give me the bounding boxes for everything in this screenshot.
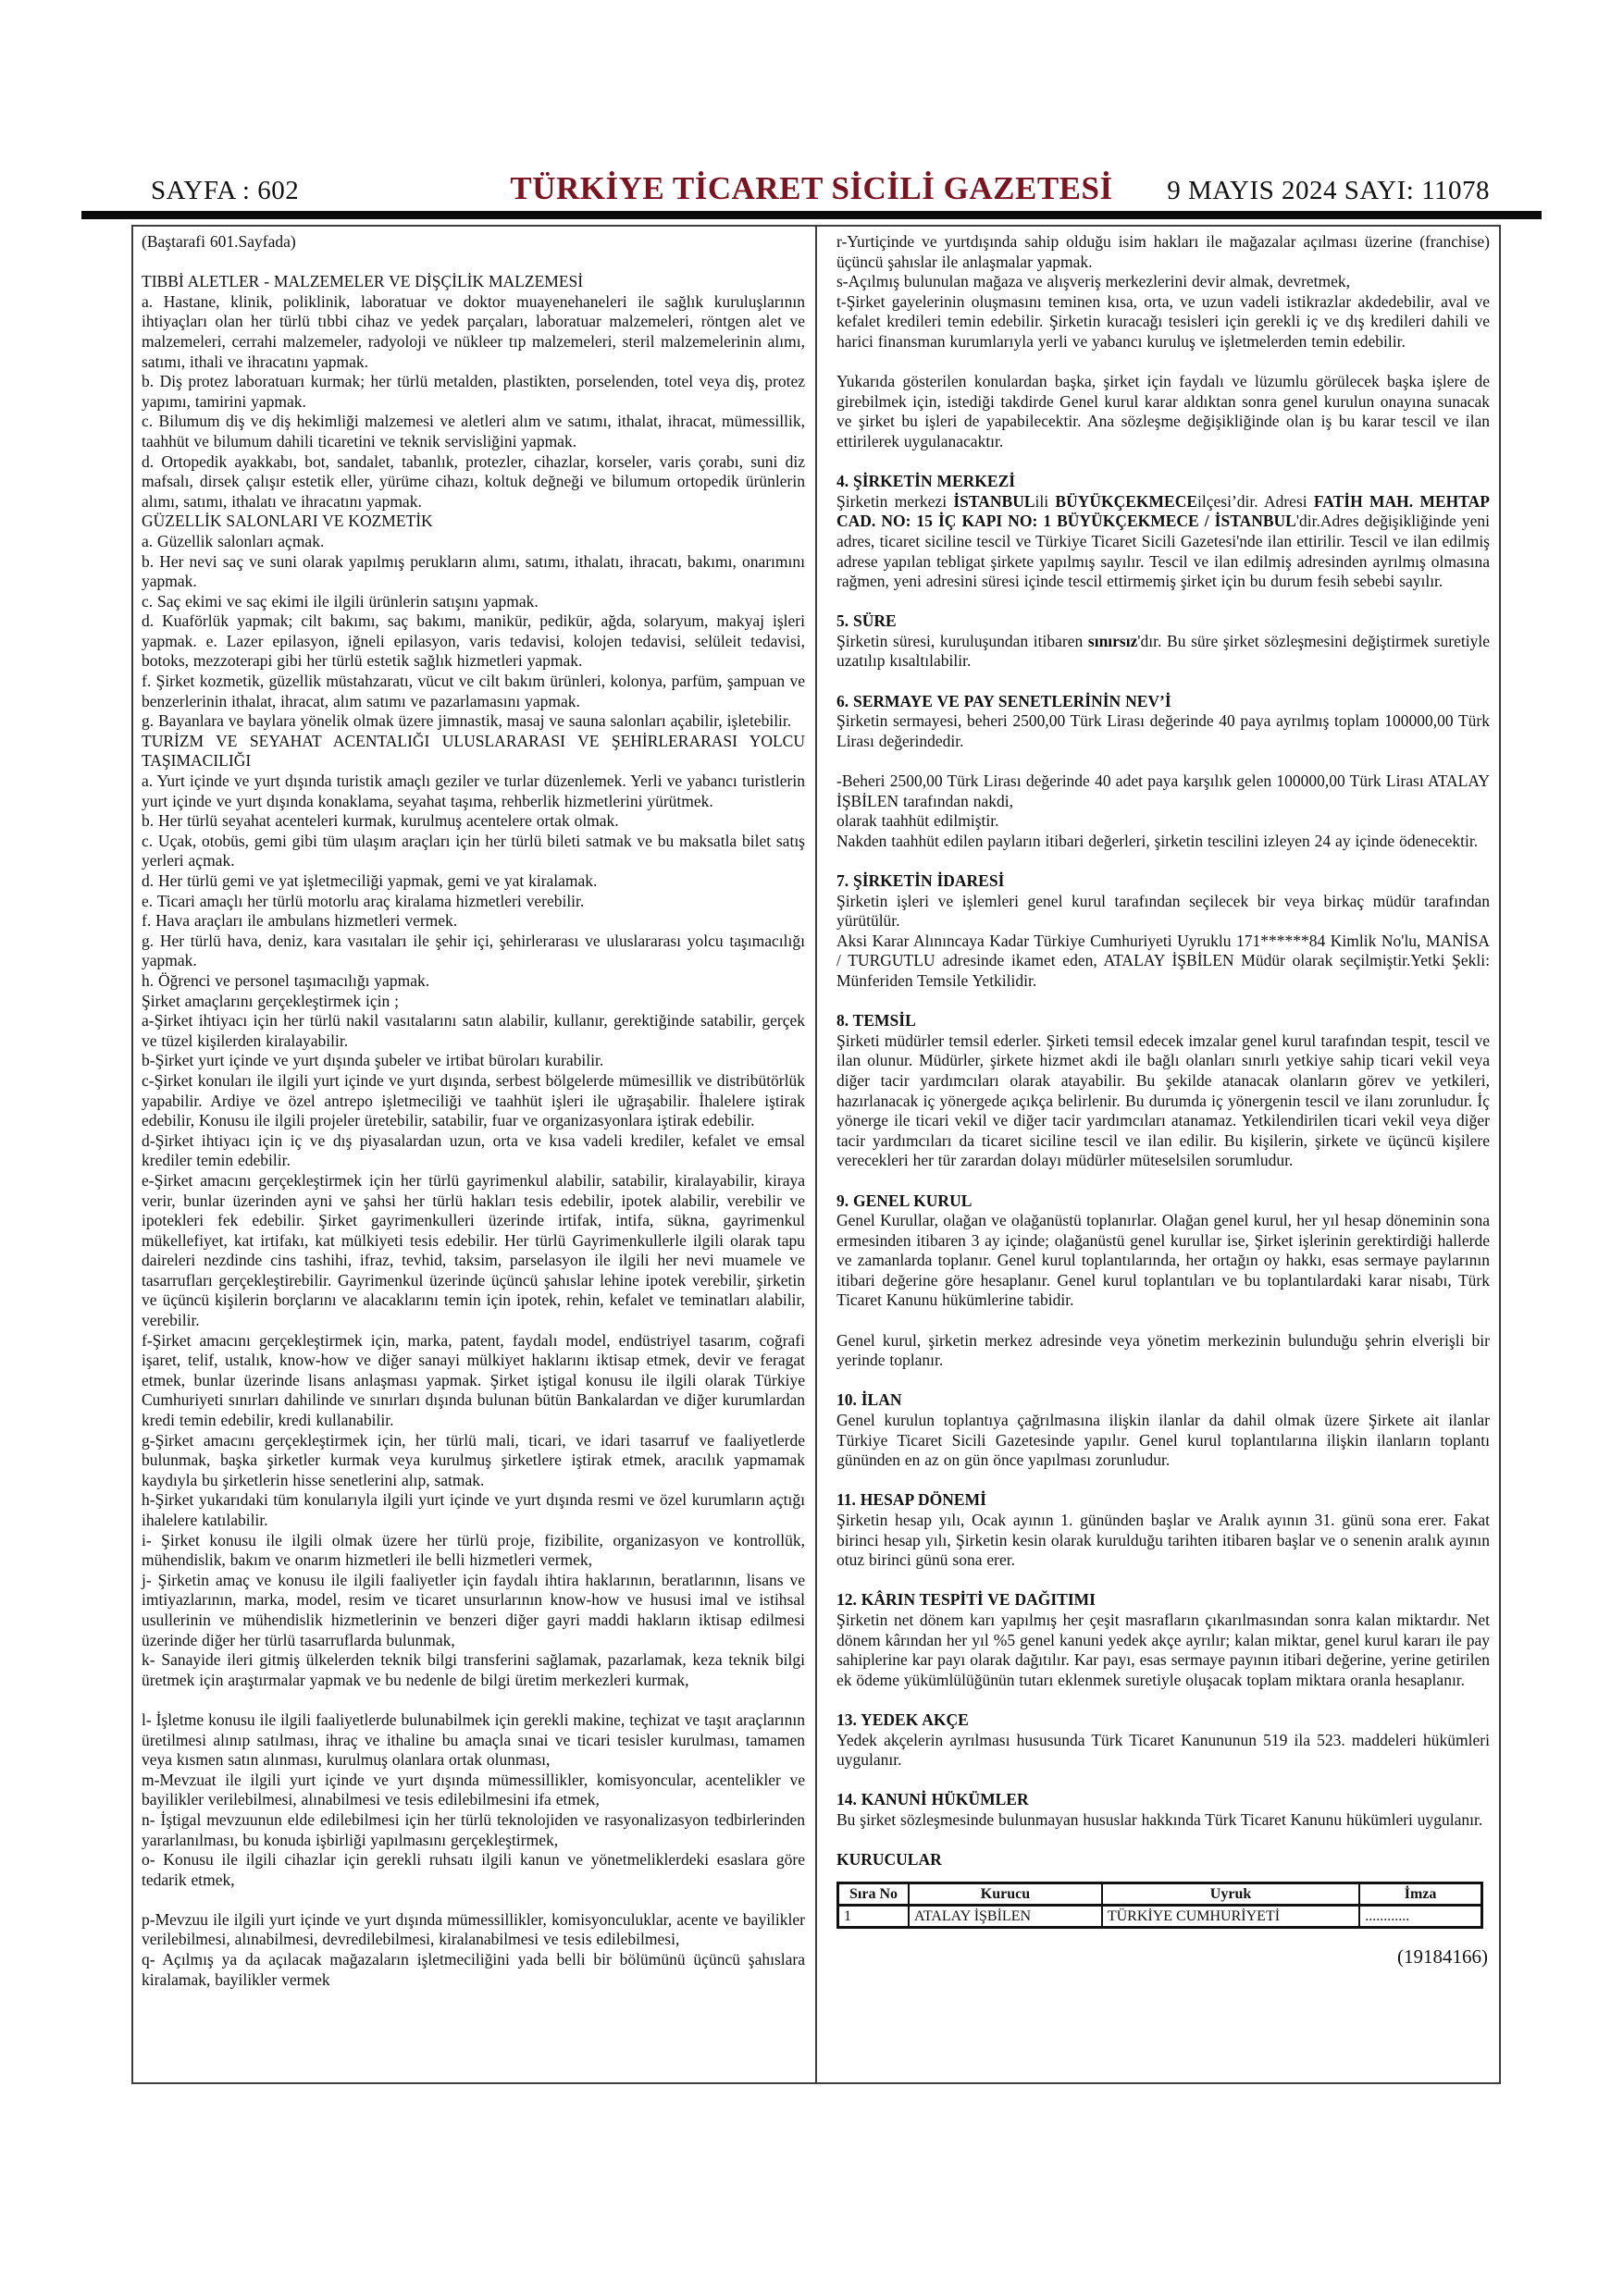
line-gap — [142, 1690, 805, 1710]
line-gap — [836, 452, 1490, 473]
paragraph: m-Mevzuat ile ilgili yurt içinde ve yurt dışında mümessillikler, komisyoncular, acentelikler ve bayilikler verilebilmesi, alınabilmesi ve tesis edilebilmesini ifa etmek, — [142, 1770, 805, 1809]
section-heading: 7. ŞİRKETİN İDARESİ — [836, 871, 1005, 890]
section-heading: 8. TEMSİL — [836, 1011, 916, 1031]
paragraph: j- Şirketin amaç ve konusu ile ilgili faaliyetler için faydalı ihtira haklarının, beratlarının, lisans ve imtiyazlarının, marka, model, resim ve ticaret unsurlarının know-how ve hususi imal ve istihsal usullerinin ve mühendislik hizmetlerinin ve benzeri diğer gayri maddi hakların iktisap edilmesi üzerinde diğer her türlü tasarruflarda bulunmak, — [142, 1570, 805, 1649]
paragraph: TURİZM VE SEYAHAT ACENTALIĞI ULUSLARARASI VE ŞEHİRLERARASI YOLCU TAŞIMACILIĞI — [142, 731, 805, 771]
paragraph: g. Bayanlara ve baylara yönelik olmak üzere jimnastik, masaj ve sauna salonları açabilir, işletebilir. — [142, 711, 792, 731]
paragraph: b. Her türlü seyahat acenteleri kurmak, kurulmuş acentelere ortak olmak. — [142, 811, 619, 831]
paragraph: c. Saç ekimi ve saç ekimi ile ilgili ürünlerin satışını yapmak. — [142, 591, 539, 611]
paragraph: TIBBİ ALETLER - MALZEMELER VE DİŞÇİLİK MALZEMESİ — [142, 272, 584, 291]
paragraph: e-Şirket amacını gerçekleştirmek için her türlü gayrimenkul alabilir, satabilir, kiralayabilir, kiraya verir, bunlar üzerinden ayni ve şahsi her türlü hakları tesis edebilir, ipotek alabilir, verebilir ve ipotekleri fek edebilir. Şirket gayrimenkulleri üzerinde irtifak, intifa, sükna, gayrimenkul mükellefiyet, kat irtifakı, kat mülkiyeti tesis edebilir. Her türlü Gayrimenkullerle ilgili olarak tapu daireleri nezdinde cins tashihi, ifraz, tevhid, taksim, parselasyon ile ilgili her nevi muamele ve tasarrufları gerçekleştirebilir. Gayrimenkul üzerinde üçüncü şahıslar lehine ipotek verebilir, şirketin ve üçüncü kişilerin borçlarını ve alacaklarını temin için ipotek, rehin, kefalet ve teminatları alabilir, verebilir. — [142, 1170, 805, 1330]
paragraph: d. Kuaförlük yapmak; cilt bakımı, saç bakımı, manikür, pedikür, ağda, solaryum, makyaj işleri yapmak. e. Lazer epilasyon, iğneli epilasyon, varis tedavisi, kolojen tedavisi, selüleit tedavisi, botoks, mezzoterapi gibi her türlü estetik sağlık hizmetleri yapmak. — [142, 611, 805, 671]
paragraph: Şirketin net dönem karı yapılmış her çeşit masrafların çıkarılmasından sonra kalan miktardır. Net dönem kârından her yıl %5 genel kanuni yedek akçe ayrılır; kalan miktar, genel kurul kararı ile pay sahiplerine kar payı olarak dağıtılır. Kar payı, esas sermaye payının itibari değerine, yerine getirilen ek ödeme yükümlülüğünün tutarı eklenmek suretiyle oluşacak toplam miktara oranla hesaplanır. — [836, 1610, 1490, 1689]
paragraph: f. Hava araçları ile ambulans hizmetleri vermek. — [142, 911, 458, 931]
paragraph: b-Şirket yurt içinde ve yurt dışında şubeler ve irtibat büroları kurabilir. — [142, 1051, 604, 1070]
table-header-cell: İmza — [1359, 1882, 1481, 1905]
line-gap — [836, 592, 1490, 612]
paragraph: Genel kurul, şirketin merkez adresinde veya yönetim merkezinin bulunduğu şehrin elverişli bir yerinde toplanır. — [836, 1330, 1490, 1370]
table-cell: ............ — [1359, 1905, 1481, 1927]
page-number-label: SAYFA : 602 — [151, 176, 300, 205]
paragraph: e. Ticari amaçlı her türlü motorlu araç kiralama hizmetleri verebilir. — [142, 891, 585, 910]
paragraph: Şirketin hesap yılı, Ocak ayının 1. gününden başlar ve Aralık ayının 31. günü sona erer. Fakat birinci hesap yılı, Şirketin kesin olarak kurulduğu tarihten itibaren başlar ve o senenin aralık ayının otuz birinci günü sona erer. — [836, 1511, 1490, 1570]
section-heading: 10. İLAN — [836, 1390, 902, 1410]
paragraph: d. Her türlü gemi ve yat işletmeciliği yapmak, gemi ve yat kiralamak. — [142, 871, 598, 890]
line-gap — [836, 1371, 1490, 1391]
line-gap — [836, 992, 1490, 1012]
section-heading: 14. KANUNİ HÜKÜMLER — [836, 1790, 1029, 1809]
line-gap — [836, 1690, 1490, 1710]
line-gap — [142, 1890, 805, 1910]
section-heading: 11. HESAP DÖNEMİ — [836, 1490, 986, 1510]
paragraph: Şirket amaçlarını gerçekleştirmek için ; — [142, 991, 400, 1010]
paragraph: Şirketin merkezi İSTANBULili BÜYÜKÇEKMECEilçesi’dir. Adresi FATİH MAH. MEHTAP CAD. NO: 15 İÇ KAPI NO: 1 BÜYÜKÇEKMECE / İSTANBUL'dir.Adres değişikliğinde yeni adres, ticaret siciline tescil ve Türkiye Ticaret Sicili Gazetesi'nde ilan ettirilir. Tescil ve ilan edilmiş adrese yapılan tebligat şirkete yapılmış sayılır. Tescil ve ilan edilmiş adresinden ayrılmış olmasına rağmen, yeni adresini süresi içinde tescil ettirmemiş şirket için bu durum fesih sebebi sayılır. — [836, 491, 1490, 591]
paragraph: h-Şirket yukarıdaki tüm konularıyla ilgili yurt içinde ve yurt dışında resmi ve özel kurumların açtığı ihalelere katılabilir. — [142, 1490, 805, 1529]
paragraph: (Baştarafi 601.Sayfada) — [142, 232, 296, 251]
section-heading: 12. KÂRIN TESPİTİ VE DAĞITIMI — [836, 1590, 1096, 1610]
line-gap — [836, 1771, 1490, 1791]
paragraph: a. Hastane, klinik, poliklinik, laboratuar ve doktor muayenehaneleri ile sağlık kuruluşlarının ihtiyaçları olan her türlü tıbbi cihaz ve yedek parçaları, laboratuar malzemeleri, röntgen alet ve malzemeleri, cerrahi malzemeler, radyoloji ve nükleer tıp malzemeleri, steril malzemelerinin alımı, satımı, ithali ve ihracatını yapmak. — [142, 291, 805, 371]
paragraph: s-Açılmış bulunulan mağaza ve alışveriş merkezlerini devir almak, devretmek, — [836, 272, 1351, 291]
founders-table-header — [838, 1882, 1482, 1905]
paragraph: l- İşletme konusu ile ilgili faaliyetlerde bulunabilmek için gerekli makine, teçhizat ve taşıt araçlarının üretilmesi alınıp satılması, ihraç ve ithaline bu amaçla sınai ve ticari tesisler kurulması, tamamen veya kısmen satın alınması, kurulmuş olanlara ortak olunması, — [142, 1710, 805, 1770]
table-header-cell: Sıra No — [838, 1882, 910, 1905]
masthead-title: TÜRKİYE TİCARET SİCİLİ GAZETESİ — [510, 170, 1113, 206]
paragraph: g. Her türlü hava, deniz, kara vasıtaları ile şehir içi, şehirlerarası ve uluslararası yolcu taşımacılığı yapmak. — [142, 931, 805, 970]
paragraph: Şirketin süresi, kuruluşundan itibaren sınırsız'dır. Bu süre şirket sözleşmesini değiştirmek suretiyle uzatılıp kısaltılabilir. — [836, 631, 1490, 671]
right-column — [817, 227, 1499, 2082]
line-gap — [836, 352, 1490, 373]
line-gap — [836, 1831, 1490, 1851]
paragraph: Şirketin sermayesi, beheri 2500,00 Türk Lirası değerinde 40 paya ayrılmış toplam 100000,00 Türk Lirası değerindedir. — [836, 711, 1490, 750]
paragraph: d-Şirket ihtiyacı için iç ve dış piyasalardan uzun, orta ve kısa vadeli krediler, kefalet ve emsal krediler temin edebilir. — [142, 1130, 805, 1170]
paragraph: q- Açılmış ya da açılacak mağazaların işletmeciliğini yada belli bir bölümünü üçüncü şahıslara kiralamak, bayilikler vermek — [142, 1950, 805, 1989]
paragraph: Genel Kurullar, olağan ve olağanüstü toplanırlar. Olağan genel kurul, her yıl hesap döneminin sona ermesinden itibaren 3 ay içinde; olağanüstü genel kurullar ise, Şirket işlerinin gerektirdiği hallerde ve zamanlarda toplanır. Genel kurul toplantılarında, her ortağın oy hakkı, esas sermaye paylarının itibari değerine göre hesaplanır. Genel kurul toplantıları ve bu toplantılardaki karar nisabı, Türk Ticaret Kanunu hükümlerine tabidir. — [836, 1211, 1490, 1310]
paragraph: f-Şirket amacını gerçekleştirmek için, marka, patent, faydalı model, endüstriyel tasarım, coğrafi işaret, telif, ustalık, know-how ve diğer sanayi mülkiyet haklarını iktisap etmek, devir ve feragat etmek, bunlar üzerinde lisans anlaşması yapmak. Şirket iştigal konusu ile ilgili olarak Türkiye Cumhuriyeti sınırları dahilinde ve sınırları dışında bulunan bütün Bankalardan ve diğer kurumlardan kredi temin edebilir, kredi kullanabilir. — [142, 1330, 805, 1430]
paragraph: Yedek akçelerin ayrılması hususunda Türk Ticaret Kanununun 519 ila 523. maddeleri hükümleri uygulanır. — [836, 1730, 1490, 1770]
paragraph: i- Şirket konusu ile ilgili olmak üzere her türlü proje, fizibilite, organizasyon ve kontrollük, mühendislik, bakım ve onarım hizmetleri ile belli hizmetleri vermek, — [142, 1530, 805, 1570]
issue-date-label: 9 MAYIS 2024 SAYI: 11078 — [1167, 176, 1490, 205]
section-heading: 6. SERMAYE VE PAY SENETLERİNİN NEV’İ — [836, 691, 1171, 710]
paragraph: o- Konusu ile ilgili cihazlar için gerekli ruhsatı ilgili kanun ve yönetmeliklerdeki esaslara göre tedarik etmek, — [142, 1850, 805, 1889]
line-gap — [142, 253, 805, 273]
paragraph: c. Bilumum diş ve diş hekimliği malzemesi ve aletleri alım ve satımı, ithalat, ihracat, mümessillik, taahhüt ve bilumum dahili ticaretini ve teknik servisliğini yapmak. — [142, 412, 805, 451]
table-header-cell: Kurucu — [909, 1882, 1102, 1905]
paragraph: b. Her nevi saç ve suni olarak yapılmış perukların alımı, satımı, ithalatı, ihracatı, bakımı, onarımını yapmak. — [142, 551, 805, 591]
paragraph: k- Sanayide ileri gitmiş ülkelerden teknik bilgi transferini sağlamak, pazarlamak, keza teknik bilgi üretmek için araştırmalar yapmak ve bu nedenle de bilgi üretim merkezleri kurmak, — [142, 1650, 805, 1689]
paragraph: Bu şirket sözleşmesinde bulunmayan hususlar hakkında Türk Ticaret Kanunu hükümleri uygulanır. — [836, 1809, 1483, 1829]
right-column-text — [836, 232, 1490, 1870]
paragraph: n- İştigal mevzuunun elde edilebilmesi için her türlü teknolojiden ve rasyonalizasyon tedbirlerinden yararlanılması, bu konuda işbirliği yapılmasını gerçekleştirmek, — [142, 1809, 805, 1849]
registry-ref-number: (19184166) — [1397, 1944, 1488, 1968]
paragraph: g-Şirket amacını gerçekleştirmek için, her türlü mali, ticari, ve idari tasarruf ve faaliyetlerde bulunmak, başka şirketler kurmak veya kurulmuş şirketlere iştirak etmek, aracılık yapmamak kaydıyla bu şirketlerin hisse senetlerini alıp, satmak. — [142, 1430, 805, 1489]
paragraph: Şirketin işleri ve işlemleri genel kurul tarafından seçilecek bir veya birkaç müdür tarafından yürütülür. — [836, 891, 1490, 931]
paragraph: c. Uçak, otobüs, gemi gibi tüm ulaşım araçları için her türlü bileti satmak ve bu maksatla bilet satış yerleri açmak. — [142, 831, 805, 870]
line-gap — [836, 672, 1490, 692]
line-gap — [836, 1571, 1490, 1591]
table-cell: TÜRKİYE CUMHURİYETİ — [1102, 1905, 1359, 1927]
line-gap — [836, 1311, 1490, 1331]
paragraph: c-Şirket konuları ile ilgili yurt içinde ve yurt dışında, serbest bölgelerde mümesillik ve distribütörlük yapabilir. Ardiye ve özel antrepo işletmeciliği ve taahhüt işleri ile uğraşabilir. İhalelere iştirak edebilir, Konusu ile ilgili projeler üretebilir, satabilir, fuar ve organizasyonlara iştirak edebilir. — [142, 1070, 805, 1130]
founders-table — [836, 1882, 1483, 1929]
line-gap — [836, 751, 1490, 772]
paragraph: t-Şirket gayelerinin oluşmasını teminen kısa, orta, ve uzun vadeli istikrazlar akdedebilir, aval ve kefalet kredileri temin edebilir. Şirketin kuracağı tesisleri için gerekli iç ve dış kredileri dahili ve harici finansman kurumlarıyla yerli ve yabancı kuruluş ve işletmelerden temin edebilir. — [836, 291, 1490, 351]
paragraph: GÜZELLİK SALONLARI VE KOZMETİK — [142, 512, 433, 531]
paragraph: Nakden taahhüt edilen payların itibari değerleri, şirketin tescilini izleyen 24 ay içinde ödenecektir. — [836, 831, 1479, 850]
left-column — [133, 227, 815, 2082]
table-cell: 1 — [838, 1905, 910, 1927]
paragraph: Genel kurulun toplantıya çağrılmasına ilişkin ilanlar da dahil olmak üzere Şirkete ait ilanlar Türkiye Ticaret Sicili Gazetesinde yapılır. Genel kurul toplantılarına ilişkin ilanların toplantı gününden en az on gün önce yapılması zorunludur. — [836, 1411, 1490, 1470]
table-header-cell: Uyruk — [1102, 1882, 1359, 1905]
section-heading: KURUCULAR — [836, 1850, 942, 1870]
line-gap — [836, 851, 1490, 871]
paragraph: Şirketi müdürler temsil ederler. Şirketi temsil edecek imzalar genel kurul tarafından tespit, tescil ve ilan olunur. Müdürler, şirkete hizmet akdi ile bağlı olanları sınırlı yetkiye sahip ticari vekil veya diğer tacir yardımcıları olarak atayabilir. Bu şekilde atanacak olanların görev ve yetkileri, hazırlanacak iç yönergede açıkça belirlenir. Bu durumda iç yönergenin tescil ve ilanı zorunludur. İç yönerge ile ticari vekil ve diğer tacir yardımcıları atanamaz. Yetkilendirilen ticari vekil veya diğer tacir yardımcıları da ticaret siciline tescil ve ilan edilir. Bu kişilerin, şirkete ve üçüncü kişilere verecekleri her tür zarardan dolayı müdürler müteselsilen sorumludur. — [836, 1031, 1490, 1170]
paragraph: a-Şirket ihtiyacı için her türlü nakil vasıtalarını satın alabilir, kullanır, gerektiğinde satabilir, gerçek ve tüzel kişilerden kiralayabilir. — [142, 1011, 805, 1050]
table-row — [838, 1905, 1482, 1927]
section-heading: 9. GENEL KURUL — [836, 1191, 973, 1210]
paragraph: d. Ortopedik ayakkabı, bot, sandalet, tabanlık, protezler, cihazlar, korseler, varis çorabı, suni diz mafsalı, dirsek çalışır estetik eller, yürüme cihazı, koltuk değneği ve bilumum ortopedik ürünlerin alımı, satımı, ithalatı ve ihracatını yapmak. — [142, 451, 805, 511]
paragraph: Aksi Karar Alınıncaya Kadar Türkiye Cumhuriyeti Uyruklu 171******84 Kimlik No'lu, MANİSA / TURGUTLU adresinde ikamet eden, ATALAY İŞBİLEN Müdür olarak seçilmiştir.Yetki Şekli: Münferiden Temsile Yetkilidir. — [836, 931, 1490, 990]
paragraph: a. Güzellik salonları açmak. — [142, 531, 325, 550]
paragraph: Yukarıda gösterilen konulardan başka, şirket için faydalı ve lüzumlu görülecek başka işlere de girebilmek için, istediği takdirde Genel kurul karar aldıktan sonra genel kurulun onayına sunacak ve şirket bu işleri de yapabilecektir. Ana sözleşme değişikliğinde olan iş bu karar tescil ve ilan ettirilerek uygulanacaktır. — [836, 372, 1490, 451]
paragraph: olarak taahhüt edilmiştir. — [836, 811, 999, 831]
section-heading: 5. SÜRE — [836, 611, 897, 631]
section-heading: 4. ŞİRKETİN MERKEZİ — [836, 472, 1016, 491]
content-box — [131, 225, 1501, 2084]
header-rule — [81, 211, 1542, 219]
paragraph: r-Yurtiçinde ve yurtdışında sahip olduğu isim hakları ile mağazalar açılması üzerine (franchise) üçüncü şahıslar ile anlaşmalar yapmak. — [836, 232, 1490, 271]
paragraph: -Beheri 2500,00 Türk Lirası değerinde 40 adet paya karşılık gelen 100000,00 Türk Lirası ATALAY İŞBİLEN tarafından nakdi, — [836, 772, 1490, 810]
paragraph: h. Öğrenci ve personel taşımacılığı yapmak. — [142, 970, 430, 990]
paragraph: a. Yurt içinde ve yurt dışında turistik amaçlı geziler ve turlar düzenlemek. Yerli ve yabancı turistlerin yurt içinde ve yurt dışında konaklama, seyahat taşıma, rehberlik hizmetlerini yürütmek. — [142, 772, 805, 810]
paragraph: f. Şirket kozmetik, güzellik müstahzaratı, vücut ve cilt bakım ürünleri, kolonya, parfüm, şampuan ve benzerlerinin ithalat, ihracat, alım satımı ve pazarlamasını yapmak. — [142, 672, 805, 710]
line-gap — [836, 1471, 1490, 1491]
section-heading: 13. YEDEK AKÇE — [836, 1710, 969, 1729]
paragraph: p-Mevzuu ile ilgili yurt içinde ve yurt dışında mümessillikler, komisyonculuklar, acente ve bayilikler verilebilmesi, alınabilmesi, devredilebilmesi, kiralanabilmesi ve tesis edilebilmesi, — [142, 1909, 805, 1949]
line-gap — [836, 1171, 1490, 1191]
table-cell: ATALAY İŞBİLEN — [909, 1905, 1102, 1927]
paragraph: b. Diş protez laboratuarı kurmak; her türlü metalden, plastikten, porselenden, totel veya diş, protez yapımı, tamirini yapmak. — [142, 372, 805, 411]
